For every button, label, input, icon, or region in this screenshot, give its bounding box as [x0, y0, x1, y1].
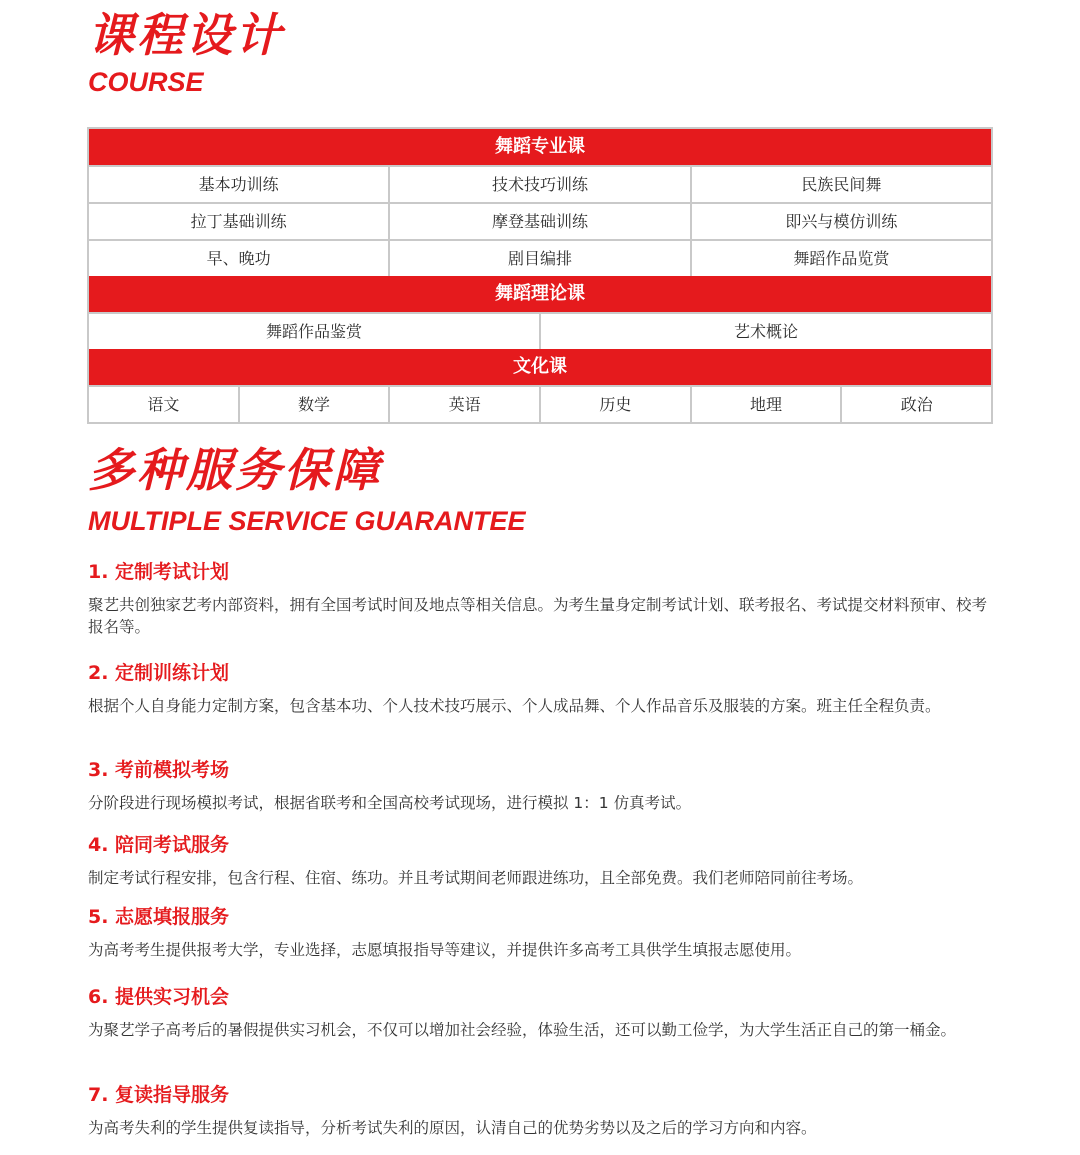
service-text: 根据个人自身能力定制方案，包含基本功、个人技术技巧展示、个人成品舞、个人作品音乐及服装的方案。班主任全程负责。 — [88, 697, 941, 715]
table-cell: 英语 — [388, 387, 539, 422]
service-subtitle: MULTIPLE SERVICE GUARANTEE — [88, 506, 526, 536]
dance-major-band: 舞蹈专业课 — [89, 129, 991, 165]
service-item — [88, 833, 998, 889]
dance-theory-band: 舞蹈理论课 — [89, 276, 991, 312]
table-row — [89, 165, 991, 202]
service-item — [88, 758, 998, 814]
service-text: 聚艺共创独家艺考内部资料，拥有全国考试时间及地点等相关信息。为考生量身定制考试计划、联考报名、考试提交材料预审、校考报名等。 — [88, 596, 988, 636]
service-item — [88, 661, 998, 717]
service-title: 多种服务保障 — [88, 443, 382, 497]
service-text: 为高考失利的学生提供复读指导，分析考试失利的原因，认清自己的优势劣势以及之后的学习方向和内容。 — [88, 1119, 817, 1137]
service-text: 制定考试行程安排，包含行程、住宿、练功。并且考试期间老师跟进练功，且全部免费。我们老师陪同前往考场。 — [88, 869, 864, 887]
table-cell: 艺术概论 — [539, 314, 991, 349]
service-heading: 6. 提供实习机会 — [88, 986, 230, 1008]
service-text: 为聚艺学子高考后的暑假提供实习机会，不仅可以增加社会经验，体验生活，还可以勤工俭学，为大学生活正自己的第一桶金。 — [88, 1021, 957, 1039]
service-text: 为高考考生提供报考大学，专业选择，志愿填报指导等建议，并提供许多高考工具供学生填报志愿使用。 — [88, 941, 802, 959]
table-cell: 剧目编排 — [388, 241, 689, 276]
service-heading: 2. 定制训练计划 — [88, 662, 230, 684]
service-heading: 3. 考前模拟考场 — [88, 759, 230, 781]
table-cell: 基本功训练 — [198, 175, 279, 194]
table-cell: 数学 — [238, 387, 389, 422]
table-cell: 拉丁基础训练 — [190, 212, 287, 231]
service-heading: 4. 陪同考试服务 — [88, 834, 230, 856]
table-row — [89, 239, 991, 276]
table-cell: 舞蹈作品览赏 — [690, 241, 991, 276]
service-heading: 7. 复读指导服务 — [88, 1084, 230, 1106]
table-cell: 民族民间舞 — [690, 167, 991, 202]
culture-band: 文化课 — [89, 349, 991, 385]
table-cell: 摩登基础训练 — [388, 204, 689, 239]
service-heading: 1. 定制考试计划 — [88, 561, 230, 583]
table-cell: 地理 — [690, 387, 841, 422]
table-cell: 舞蹈作品鉴赏 — [265, 322, 362, 341]
course-subtitle: COURSE — [88, 67, 204, 97]
table-cell: 语文 — [147, 395, 180, 414]
service-item — [88, 985, 998, 1041]
table-cell: 即兴与模仿训练 — [690, 204, 991, 239]
table-cell: 早、晚功 — [206, 249, 271, 268]
table-cell: 历史 — [539, 387, 690, 422]
table-cell: 政治 — [840, 387, 991, 422]
course-title: 课程设计 — [88, 8, 284, 62]
service-item — [88, 1083, 998, 1139]
table-row — [89, 312, 991, 349]
service-heading: 5. 志愿填报服务 — [88, 906, 230, 928]
service-item — [88, 905, 998, 961]
service-item — [88, 560, 998, 638]
table-cell: 技术技巧训练 — [388, 167, 689, 202]
table-row — [89, 385, 991, 422]
service-text: 分阶段进行现场模拟考试，根据省联考和全国高校考试现场，进行模拟 1：1 仿真考试。 — [88, 794, 692, 812]
table-row — [89, 202, 991, 239]
course-table — [87, 127, 993, 424]
